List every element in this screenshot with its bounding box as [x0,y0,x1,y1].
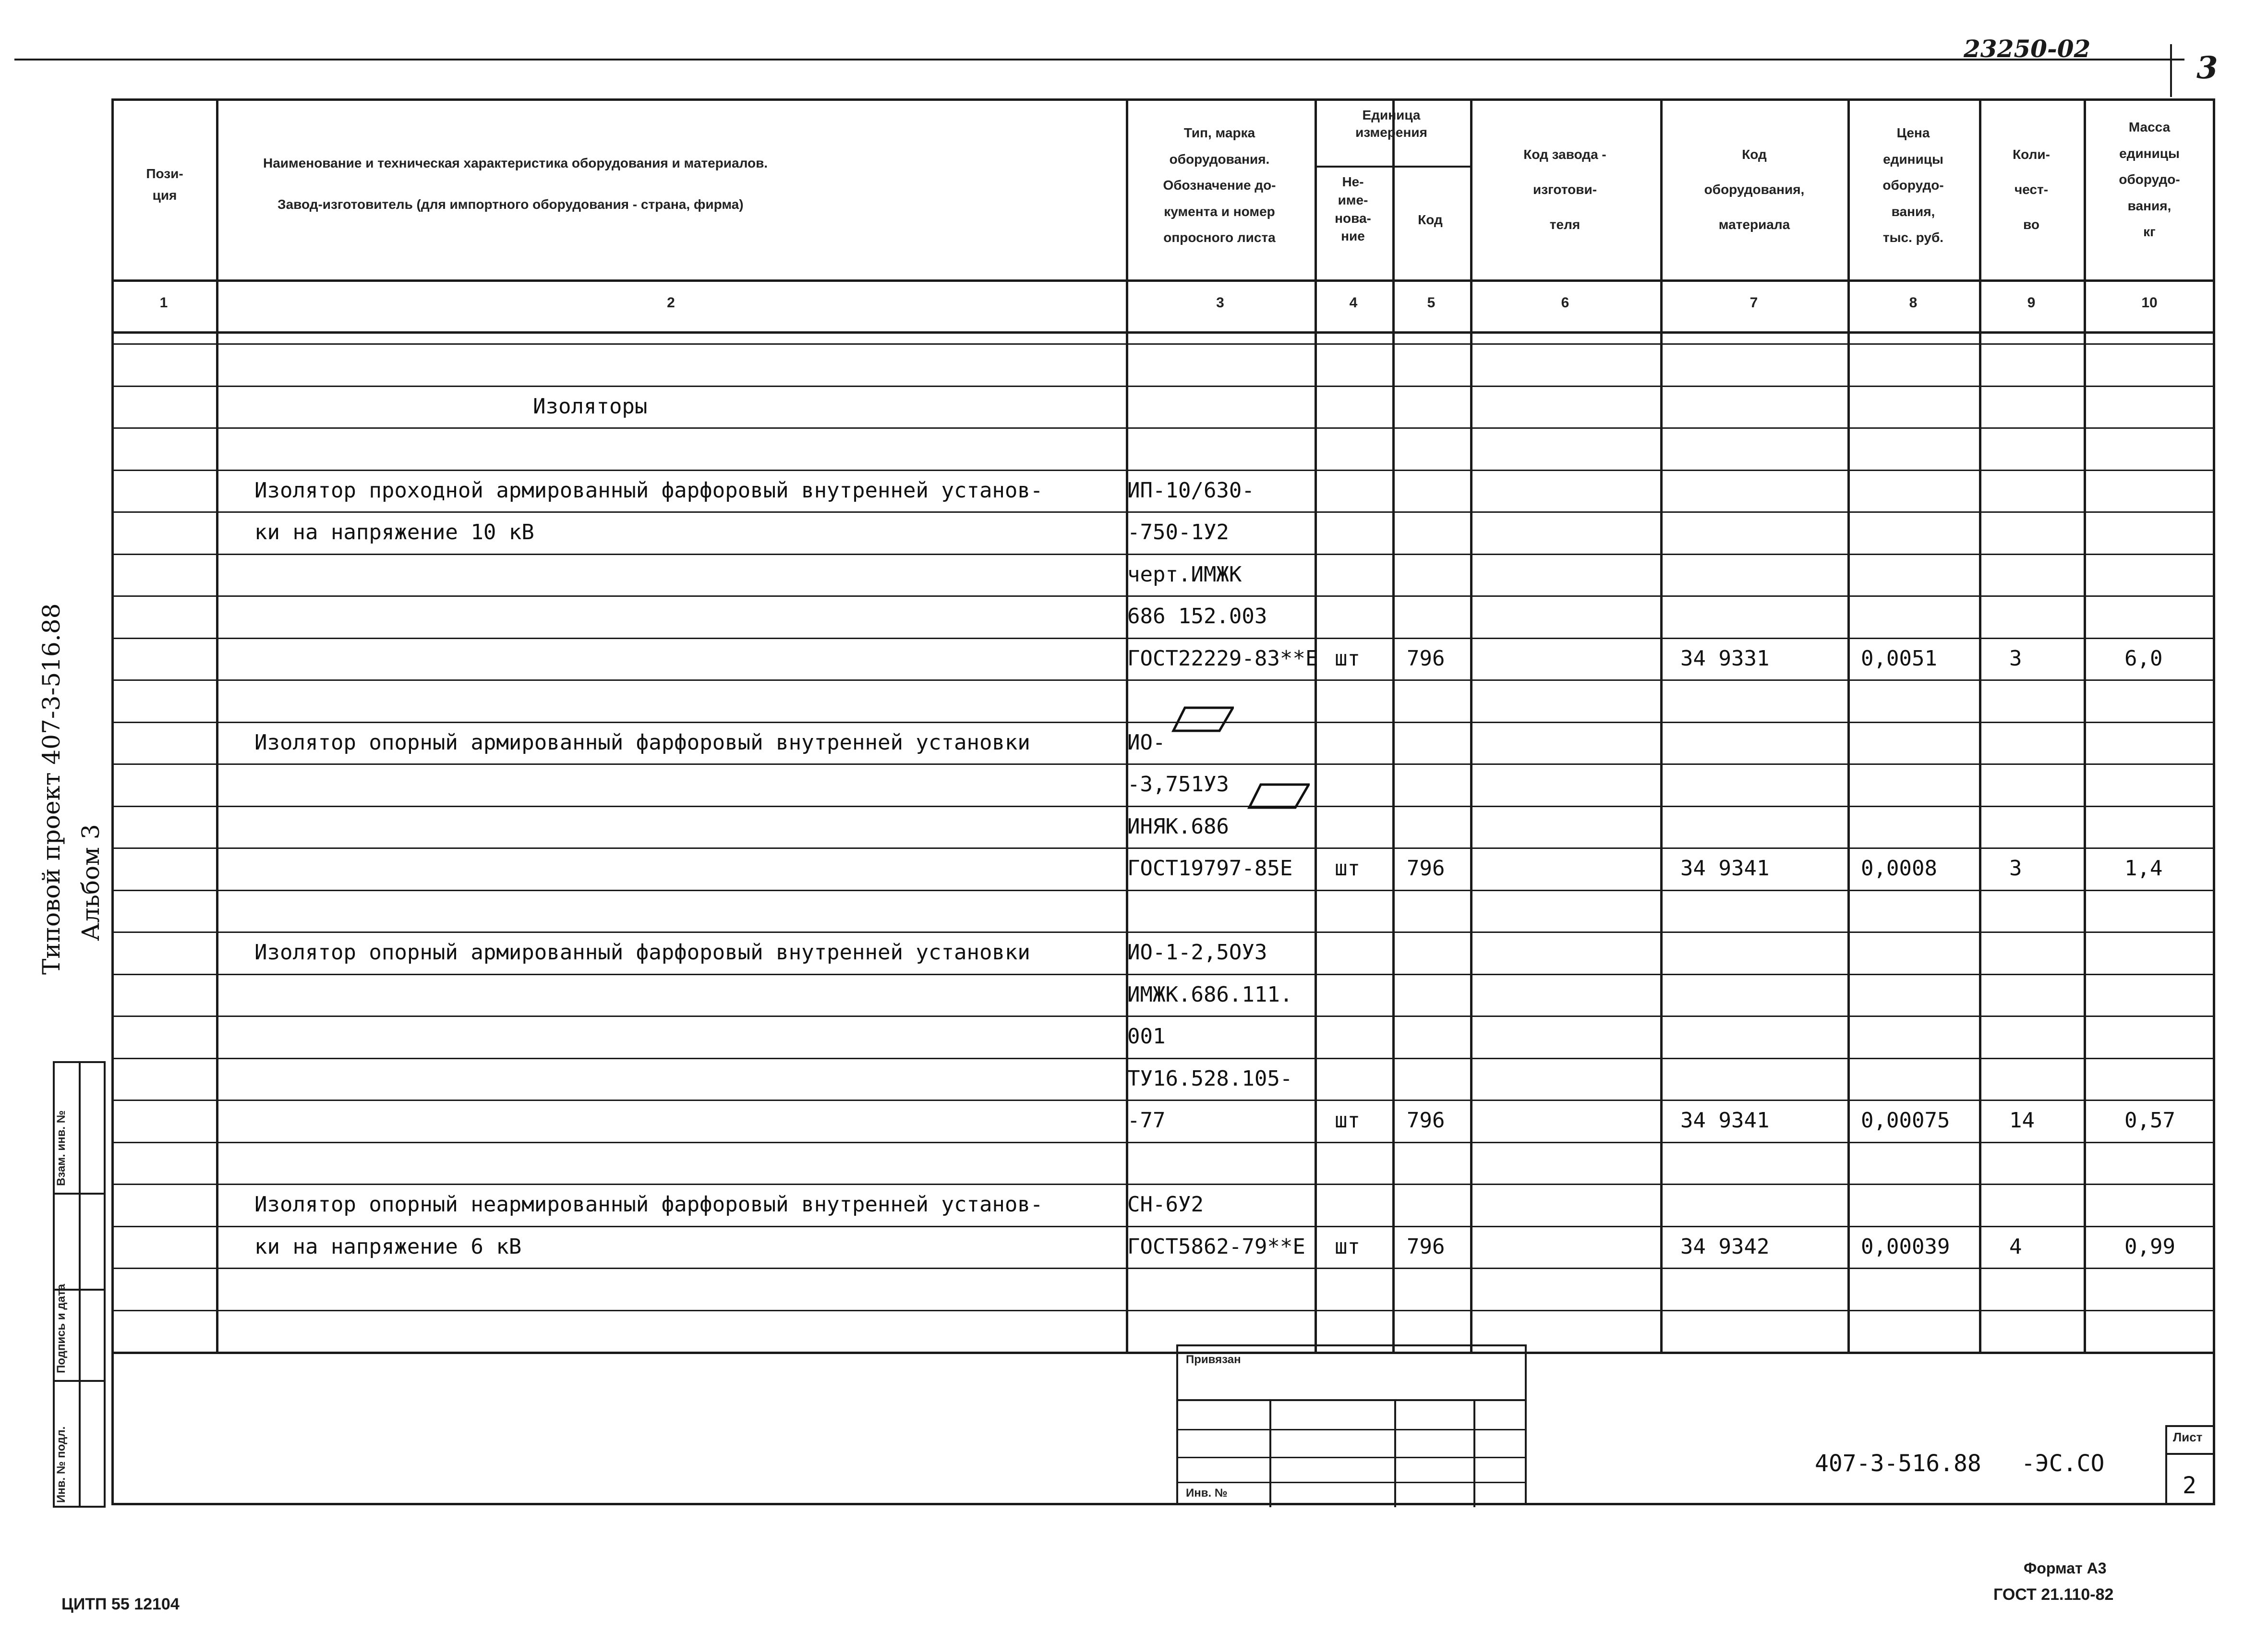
cell-price: 0,00075 [1861,1108,1950,1133]
cell-qty: 14 [2009,1108,2035,1133]
cell-unit: шт [1335,1234,1360,1259]
cell-type: ГОСТ22229-83**Е [1127,646,1318,671]
cell-mass: 0,99 [2124,1234,2175,1259]
cell-qty: 3 [2009,856,2022,881]
table-row [0,638,2268,680]
cell-type: -750-1У2 [1127,520,1229,544]
header-bottom-line [111,279,2215,282]
cell-equip: 34 9341 [1680,1108,1770,1133]
table-row [0,1100,2268,1142]
cell-type: ТУ16.528.105- [1127,1066,1293,1091]
column-number: 7 [1749,295,1758,311]
table-row [0,1058,2268,1100]
stamp-label-podpis: Подпись и дата [55,1284,68,1373]
table-row [0,931,2268,974]
table-row [0,1268,2268,1310]
table-row [0,1184,2268,1226]
header-name-line1: Наименование и техническая характеристика оборудования и материалов. [263,156,768,170]
top-border-line [14,59,2184,60]
cell-qty: 3 [2009,646,2022,671]
gost-label: ГОСТ 21.110-82 [1993,1585,2114,1604]
table-row [0,763,2268,806]
list-number: 2 [2183,1472,2196,1499]
table-row [0,511,2268,554]
header-unit-code: Код [1418,212,1443,227]
document-code: 407-3-516.88 [1815,1450,1981,1477]
format-label: Формат А3 [2024,1560,2107,1577]
cell-unit: шт [1335,646,1360,671]
header-unit: Единица измерения [1355,108,1427,140]
cell-type: СН-6У2 [1127,1192,1204,1217]
cell-equip: 34 9342 [1680,1234,1770,1259]
cell-price: 0,00039 [1861,1234,1950,1259]
cell-name: Изолятор опорный неармированный фарфоровый внутренней установ- [254,1192,1043,1217]
column-number: 2 [667,295,675,311]
corner-code: 23250-02 [1964,35,2091,63]
cell-type: 686 152.003 [1127,604,1267,629]
cell-mass: 1,4 [2124,856,2163,881]
table-row [0,1226,2268,1268]
cell-type: ИО-1-2,5ОУ3 [1127,940,1267,965]
cell-type: ИМЖК.686.111. [1127,982,1293,1007]
privyazan-block [1176,1344,1527,1505]
cell-name: Изолятор проходной армированный фарфоровый внутренней установ- [254,478,1043,503]
inv-no-label: Инв. № [1186,1487,1228,1500]
cell-code: 796 [1407,646,1445,671]
column-number: 1 [159,295,168,311]
side-album-label: Альбом 3 [77,824,105,941]
header-type: Тип, марка оборудования. Обозначение до- кумента и номер опросного листа [1163,125,1276,245]
header-price: Цена единицы оборудо- вания, тыс. руб. [1882,125,1944,245]
column-number: 9 [2027,295,2036,311]
table-row [0,890,2268,932]
cell-mass: 0,57 [2124,1108,2175,1133]
cell-price: 0,0051 [1861,646,1937,671]
cell-mass: 6,0 [2124,646,2163,671]
footer-left-code: ЦИТП 55 12104 [61,1595,180,1613]
header-unit-name: Не- име- нова- ние [1335,174,1371,244]
column-number: 10 [2141,295,2158,311]
table-row [0,595,2268,638]
cell-type: 001 [1127,1024,1166,1049]
table-row [0,974,2268,1016]
cell-type: -77 [1127,1108,1166,1133]
table-row [0,722,2268,764]
unit-header-split [1315,166,1470,168]
cell-unit: шт [1335,856,1360,881]
table-row [0,1310,2268,1352]
column-number: 6 [1561,295,1569,311]
cell-type: ИО- [1127,730,1166,755]
header-maker-code: Код завода - изготови- теля [1523,147,1606,232]
table-row [0,806,2268,848]
table-row [0,1142,2268,1184]
table-row [0,343,2268,386]
header-qty: Коли- чест- во [2013,147,2050,232]
column-number: 5 [1427,295,1436,311]
column-number: 4 [1349,295,1358,311]
table-row [0,470,2268,512]
cell-equip: 34 9331 [1680,646,1770,671]
stamp-label-inv-podl: Инв. № подл. [55,1426,68,1503]
cell-name: Изоляторы [533,394,648,419]
table-row [0,1016,2268,1058]
table-row [0,847,2268,890]
cell-code: 796 [1407,1108,1445,1133]
column-number: 8 [1909,295,1918,311]
cell-name: ки на напряжение 6 кВ [254,1234,522,1259]
corner-page-number: 3 [2196,50,2218,86]
cell-code: 796 [1407,1234,1445,1259]
cell-type: ГОСТ19797-85Е [1127,856,1293,881]
cell-equip: 34 9341 [1680,856,1770,881]
stamp-label-vzam: Взам. инв. № [55,1110,68,1186]
cell-code: 796 [1407,856,1445,881]
cell-name: ки на напряжение 10 кВ [254,520,534,544]
column-number-bottom-line [111,331,2215,334]
cell-type: черт.ИМЖК [1127,562,1242,587]
cell-type: ГОСТ5862-79**Е [1127,1234,1305,1259]
column-number: 3 [1216,295,1224,311]
cell-price: 0,0008 [1861,856,1937,881]
cell-type: ИП-10/630- [1127,478,1255,503]
table-row [0,427,2268,470]
cell-name: Изолятор опорный армированный фарфоровый внутренней установки [254,940,1030,965]
header-name-line2: Завод-изготовитель (для импортного оборудования - страна, фирма) [277,197,744,212]
cell-unit: шт [1335,1108,1360,1133]
header-mass: Масса единицы оборудо- вания, кг [2119,120,2180,240]
header-position: Пози- ция [146,166,183,203]
header-equip-code: Код оборудования, материала [1704,147,1805,232]
corner-box-left [2170,44,2172,97]
table-row [0,679,2268,722]
table-row [0,554,2268,596]
cell-name: Изолятор опорный армированный фарфоровый внутренней установки [254,730,1030,755]
cell-type: -3,751У3 [1127,772,1229,797]
privyazan-label: Привязан [1186,1353,1241,1366]
list-label: Лист [2173,1430,2203,1444]
document-suffix: -ЭС.СО [2021,1450,2105,1477]
blank-field-mark [1171,705,1234,734]
table-body-bottom-line [111,1352,2215,1354]
side-project-label: Типовой проект 407-3-516.88 [37,603,65,975]
table-row [0,386,2268,428]
cell-type: ИНЯК.686 [1127,814,1229,839]
cell-qty: 4 [2009,1234,2022,1259]
blank-field-mark [1247,782,1310,810]
